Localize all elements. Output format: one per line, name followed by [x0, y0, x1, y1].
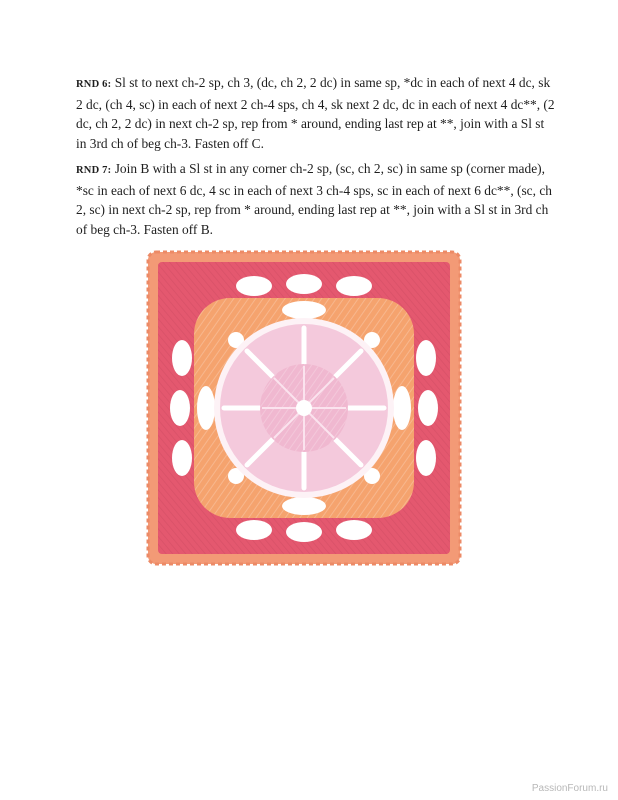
- watermark: PassionForum.ru: [531, 783, 608, 794]
- rnd-7-instruction: [76, 159, 556, 239]
- rnd-7-label: RND 7:: [76, 165, 112, 176]
- rnd-6-label: RND 6:: [76, 79, 112, 90]
- rnd-6-text: Sl st to next ch-2 sp, ch 3, (dc, ch 2, 2 dc) in same sp, *dc in each of next 4 dc, sk 2 dc, (ch 4, sc) in each of next 2 ch-4 sps, ch 4, sk next 2 dc, dc in each of next 4 dc**, (2 dc, ch 2, 2 dc) in next ch-2 sp, rep from * around, ending last rep at **, join with a Sl st in 3rd ch of beg ch-3. Fasten off C.: [76, 75, 555, 151]
- crochet-square-photo: [144, 248, 464, 568]
- rnd-6-instruction: [76, 73, 556, 153]
- rnd-7-text: Join B with a Sl st in any corner ch-2 sp, (sc, ch 2, sc) in same sp (corner made), *sc in each of next 6 dc, 4 sc in each of next 3 ch-4 sps, sc in each of next 6 dc**, (sc, ch 2, sc) in next ch-2 sp, rep from * around, ending last rep at **, join with a Sl st in 3rd ch of beg ch-3. Fasten off B.: [76, 161, 552, 237]
- pink-flower: [220, 324, 388, 492]
